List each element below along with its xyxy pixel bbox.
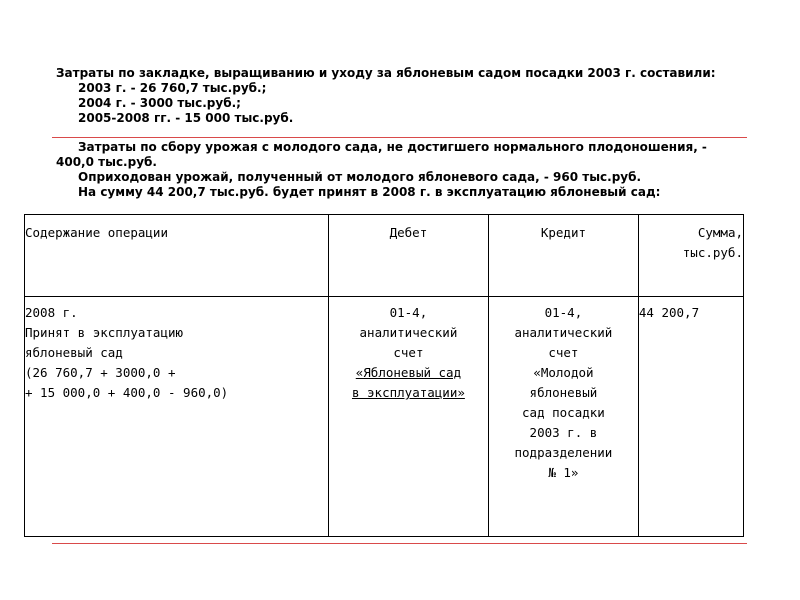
header-amount-line2: тыс.руб. xyxy=(682,245,743,260)
operation-line: Принят в эксплуатацию xyxy=(25,325,184,340)
credit-line: счет xyxy=(548,345,579,360)
table-header-row xyxy=(25,215,744,297)
credit-line: 01-4, xyxy=(544,305,583,320)
cell-operation xyxy=(25,297,329,537)
intro-line-harvest-received: Оприходован урожай, полученный от молодого яблоневого сада, - 960 тыс.руб. xyxy=(78,170,642,184)
credit-line: аналитический xyxy=(514,325,613,340)
intro-line-total: На сумму 44 200,7 тыс.руб. будет принят в 2008 г. в эксплуатацию яблоневый сад: xyxy=(78,185,661,199)
intro-line-2004: 2004 г. - 3000 тыс.руб.; xyxy=(78,96,241,110)
cell-debit xyxy=(328,297,488,537)
operation-line: яблоневый сад xyxy=(25,345,123,360)
debit-line: аналитический xyxy=(359,325,458,340)
header-operation: Содержание операции xyxy=(25,215,329,297)
debit-line: счет xyxy=(393,345,424,360)
credit-line: «Молодой xyxy=(533,365,594,380)
header-credit: Кредит xyxy=(488,215,638,297)
operation-line: (26 760,7 + 3000,0 + xyxy=(25,365,176,380)
intro-text xyxy=(56,66,746,200)
bottom-divider-line xyxy=(52,543,747,544)
operation-line: 2008 г. xyxy=(25,305,78,320)
operations-table xyxy=(24,214,744,537)
debit-line: в эксплуатации» xyxy=(351,385,465,400)
credit-line: 2003 г. в xyxy=(529,425,598,440)
credit-line: № 1» xyxy=(548,465,579,480)
debit-line: «Яблоневый сад xyxy=(355,365,462,380)
credit-line: сад посадки xyxy=(522,405,605,420)
credit-line: подразделении xyxy=(514,445,613,460)
intro-line-harvest-costs: Затраты по сбору урожая с молодого сада, не достигшего нормального плодоношения, - xyxy=(78,140,707,154)
header-debit: Дебет xyxy=(328,215,488,297)
intro-line-2005-2008: 2005-2008 гг. - 15 000 тыс.руб. xyxy=(78,111,294,125)
debit-line: 01-4, xyxy=(389,305,428,320)
intro-line-harvest-amount: 400,0 тыс.руб. xyxy=(56,155,157,169)
table-row xyxy=(25,297,744,537)
intro-line-2003: 2003 г. - 26 760,7 тыс.руб.; xyxy=(78,81,267,95)
header-amount xyxy=(638,215,743,297)
operation-line: + 15 000,0 + 400,0 - 960,0) xyxy=(25,385,229,400)
cell-amount: 44 200,7 xyxy=(638,297,743,537)
intro-line-costs: Затраты по закладке, выращиванию и уходу за яблоневым садом посадки 2003 г. составили: xyxy=(56,66,716,80)
header-amount-line1: Сумма, xyxy=(697,225,743,240)
credit-line: яблоневый xyxy=(529,385,598,400)
cell-credit xyxy=(488,297,638,537)
